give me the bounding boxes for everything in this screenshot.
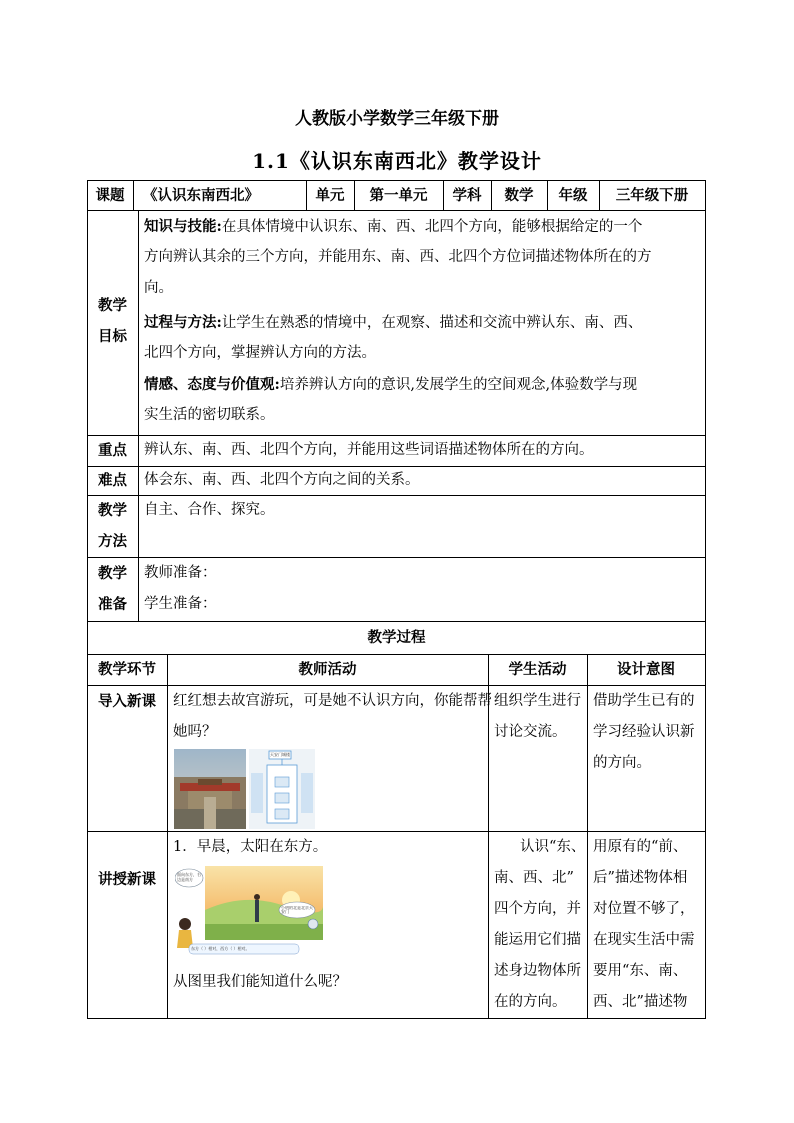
knowledge-line-3: 向。 [144,280,173,296]
difficulty-label: 难点 [98,472,127,489]
key-point-text: 辨认东、南、西、北四个方向，并能用这些词语描述物体所在的方向。 [144,442,594,458]
intro-student-line-1: 组织学生进行 [494,693,581,709]
new-intent-line-3: 对位置不够了， [593,901,695,917]
map-label: 天安门城楼 [270,752,290,757]
difficulty-text: 体会东、南、西、北四个方向之间的关系。 [144,472,420,488]
intro-teacher-line-1: 红红想去故宫游玩，可是她不认识方向，你能帮帮 [173,693,492,709]
method-text: 自主、合作、探究。 [144,502,275,518]
answer-strip: 东方（ ）相对，西方（ ）相对。 [191,946,250,951]
attitude-text: 培养辨认方向的意识,发展学生的空间观念,体验数学与现 [279,377,638,393]
process-method-text: 让学生在熟悉的情境中，在观察、描述和交流中辨认东、南、西、 [221,315,643,331]
process-header: 教学过程 [367,629,426,646]
knowledge-line-2: 方向辨认其余的三个方向，并能用东、南、西、北四个方位词描述物体所在的方 [144,249,652,265]
new-intent-line-5: 要用“东、南、 [593,963,688,979]
method-label-1: 教学 [98,502,127,519]
document-subtitle: 1.1《认识东南西北》教学设计 [252,149,542,173]
process-method-title: 过程与方法: [144,314,222,331]
new-student-line-4: 能运用它们描 [494,932,581,948]
new-student-line-3: 四个方向，并 [494,901,581,917]
student-prep: 学生准备： [144,596,217,612]
subject-value: 数学 [504,187,534,204]
intro-intent-line-1: 借助学生已有的 [593,693,695,709]
lesson-plan-table [87,180,706,1019]
teacher-prep: 教师准备： [144,565,217,581]
unit-value: 第一单元 [369,187,428,204]
subject-label: 学科 [452,187,482,204]
process-method-line-2: 北四个方向，掌握辨认方向的方法。 [144,345,376,361]
palace-map [249,749,315,829]
new-intent-line-2: 后”描述物体相 [593,870,688,886]
sunrise-illustration [175,866,323,958]
prep-label-1: 教学 [98,565,127,582]
new-intent-line-6: 西、北”描述物 [593,994,688,1010]
col-student-header: 学生活动 [508,661,567,678]
grade-value: 三年级下册 [615,187,689,204]
document-title: 人教版小学数学三年级下册 [295,109,499,129]
intro-intent-line-3: 的方向。 [593,755,651,771]
prep-label-2: 准备 [98,596,127,613]
attitude-title: 情感、态度与价值观: [144,376,280,393]
objectives-label-1: 教学 [98,297,127,314]
new-student-line-2: 南、西、北” [494,870,574,886]
new-student-line-1: 认识“东、 [520,839,586,855]
new-intent-line-1: 用原有的“前、 [593,839,688,855]
new-intent-line-4: 在现实生活中需 [593,932,695,948]
col-intent-header: 设计意图 [617,661,675,678]
new-lesson-stage: 讲授新课 [98,871,156,888]
intro-intent-line-2: 学习经验认识新 [593,724,695,740]
topic-label: 课题 [95,187,125,204]
topic-value: 《认识东南西北》 [143,187,259,204]
speech-bubble-left: 面向东方，右边是南方 [177,872,201,882]
new-teacher-line-1: 1．早晨，太阳在东方。 [173,839,328,855]
method-label-2: 方法 [98,533,127,550]
unit-label: 单元 [315,187,345,204]
grade-label: 年级 [558,187,588,204]
new-teacher-question: 从图里我们能知道什么呢？ [173,974,347,990]
objectives-label-2: 目标 [98,328,127,345]
palace-photo [174,749,246,829]
intro-teacher-line-2: 她吗？ [173,724,217,740]
speech-bubble-right: 小明的北是北京天安门 [281,906,313,914]
new-student-line-6: 在的方向。 [494,994,567,1010]
knowledge-text: 在具体情境中认识东、南、西、北四个方向，能够根据给定的一个 [221,219,643,235]
knowledge-title: 知识与技能: [144,218,222,235]
attitude-line-2: 实生活的密切联系。 [144,407,275,423]
col-teacher-header: 教师活动 [298,661,357,678]
col-stage-header: 教学环节 [98,661,156,678]
intro-stage: 导入新课 [98,693,156,710]
intro-student-line-2: 讨论交流。 [494,724,567,740]
new-student-line-5: 述身边物体所 [494,963,581,979]
key-point-label: 重点 [98,442,127,459]
